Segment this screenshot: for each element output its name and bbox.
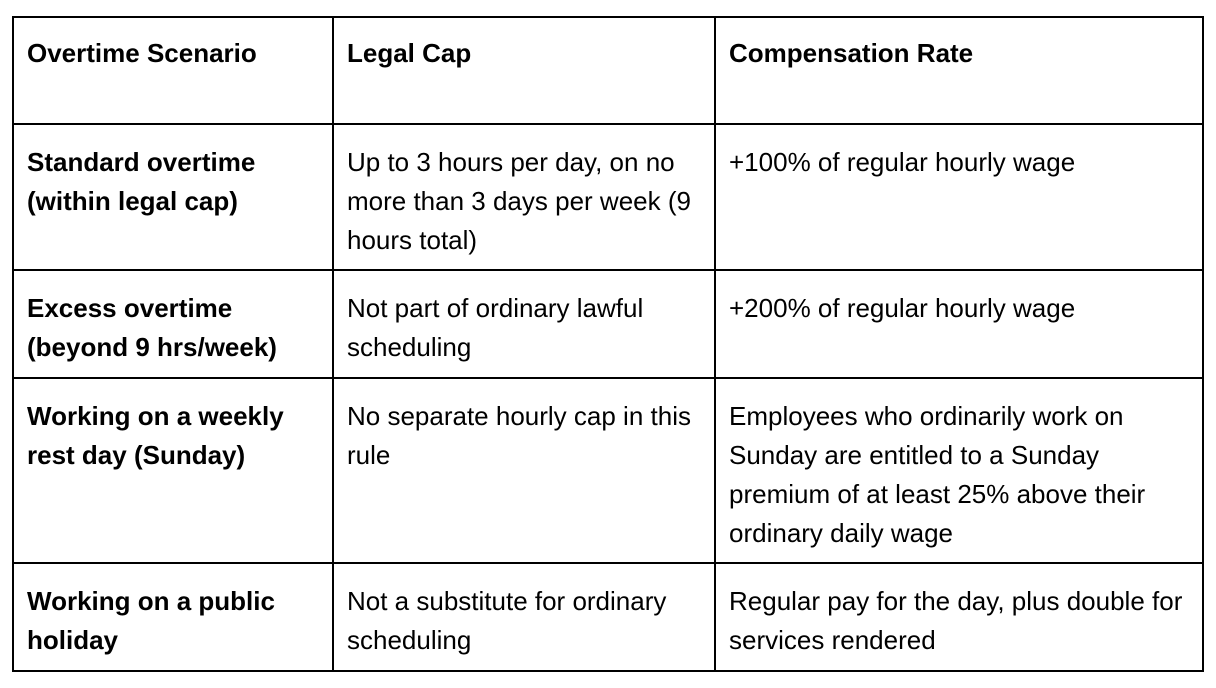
legal-cap-cell: No separate hourly cap in this rule [333, 378, 715, 563]
scenario-cell: Standard overtime (within legal cap) [13, 124, 333, 270]
legal-cap-cell: Not a substitute for ordinary scheduling [333, 563, 715, 671]
scenario-cell: Working on a public holiday [13, 563, 333, 671]
table-header-row [13, 17, 1203, 124]
table-row [13, 563, 1203, 671]
header-compensation-rate: Compensation Rate [715, 17, 1203, 124]
scenario-cell: Excess overtime (beyond 9 hrs/week) [13, 270, 333, 378]
compensation-cell: Employees who ordinarily work on Sunday are entitled to a Sunday premium of at least 25% above their ordinary daily wage [715, 378, 1203, 563]
table-row [13, 270, 1203, 378]
header-overtime-scenario: Overtime Scenario [13, 17, 333, 124]
scenario-cell: Working on a weekly rest day (Sunday) [13, 378, 333, 563]
compensation-cell: Regular pay for the day, plus double for services rendered [715, 563, 1203, 671]
compensation-cell: +100% of regular hourly wage [715, 124, 1203, 270]
compensation-cell: +200% of regular hourly wage [715, 270, 1203, 378]
legal-cap-cell: Up to 3 hours per day, on no more than 3 days per week (9 hours total) [333, 124, 715, 270]
table-row [13, 378, 1203, 563]
header-legal-cap: Legal Cap [333, 17, 715, 124]
table-row [13, 124, 1203, 270]
legal-cap-cell: Not part of ordinary lawful scheduling [333, 270, 715, 378]
overtime-table [12, 16, 1204, 672]
